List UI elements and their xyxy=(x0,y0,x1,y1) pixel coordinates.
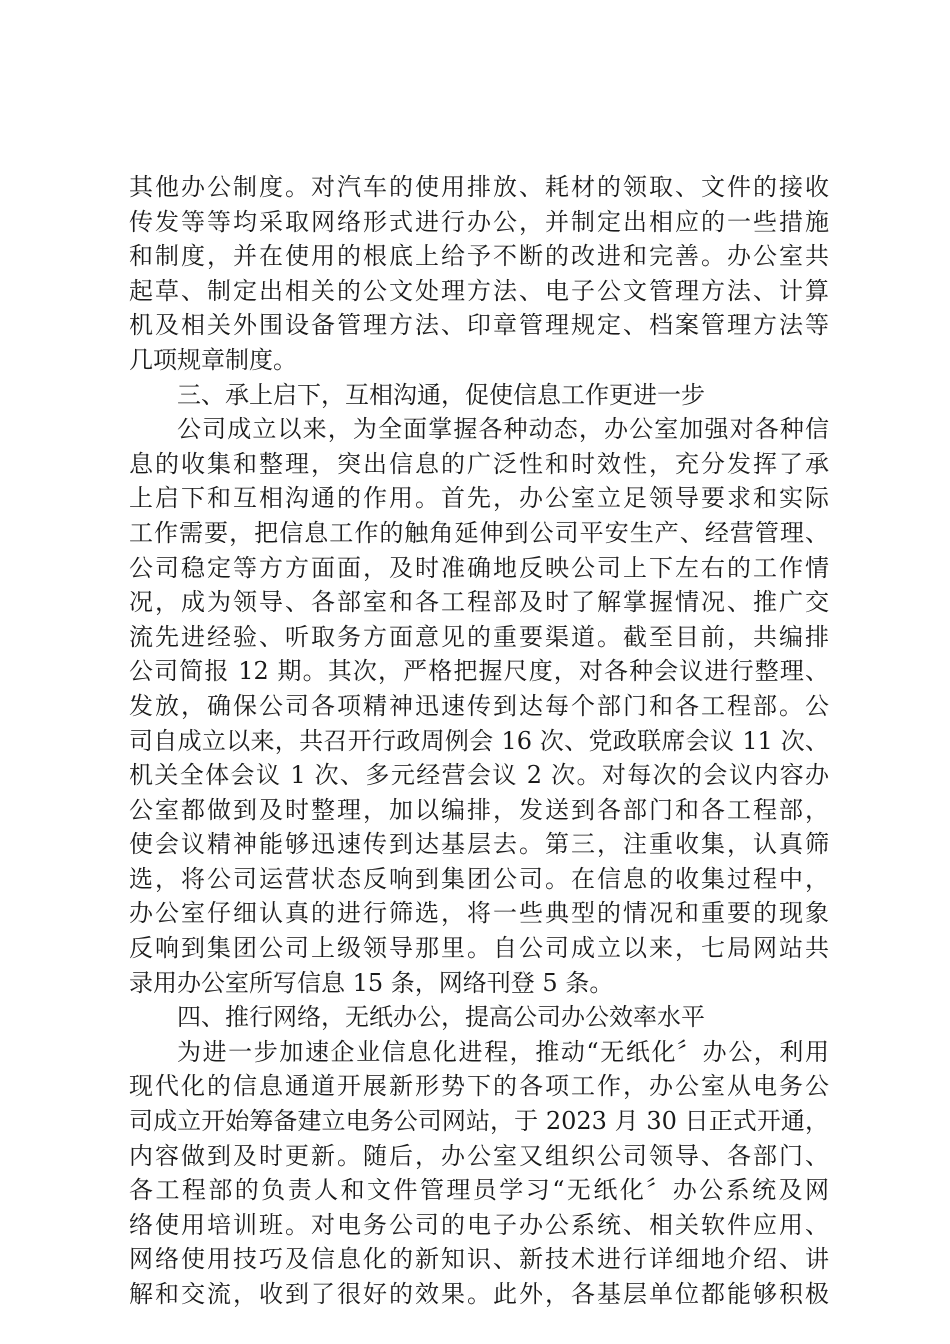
text-line: 公司稳定等方方面面，及时准确地反映公司上下左右的工作情 xyxy=(129,553,829,582)
text-line: 流先进经验、听取务方面意见的重要渠道。截至目前，共编排 xyxy=(129,622,829,651)
text-line: 司成立开始筹备建立电务公司网站，于 2023 月 30 日正式开通， xyxy=(129,1107,829,1136)
text-line: 上启下和互相沟通的作用。首先，办公室立足领导要求和实际 xyxy=(129,484,829,513)
text-line: 录用办公室所写信息 15 条，网络刊登 5 条。 xyxy=(129,968,614,997)
text-line: 发放，确保公司各项精神迅速传到达每个部门和各工程部。公 xyxy=(129,691,829,720)
document-body xyxy=(129,170,829,1312)
text-line: 机关全体会议 1 次、多元经营会议 2 次。对每次的会议内容办 xyxy=(129,761,829,790)
text-line: 使会议精神能够迅速传到达基层去。第三，注重收集，认真筛 xyxy=(129,830,829,859)
text-line: 起草、制定出相关的公文处理方法、电子公文管理方法、计算 xyxy=(129,276,829,305)
text-line: 司自成立以来，共召开行政周例会 16 次、党政联席会议 11 次、 xyxy=(129,726,829,755)
paragraph-first-line: 三、承上启下，互相沟通，促使信息工作更进一步 xyxy=(177,380,705,409)
text-line: 公司简报 12 期。其次，严格把握尺度，对各种会议进行整理、 xyxy=(129,657,829,686)
text-line: 其他办公制度。对汽车的使用排放、耗材的领取、文件的接收 xyxy=(129,173,829,201)
text-line: 解和交流，收到了很好的效果。此外，各基层单位都能够积极 xyxy=(129,1280,829,1308)
text-line: 公室都做到及时整理，加以编排，发送到各部门和各工程部， xyxy=(129,795,829,824)
text-line: 息的收集和整理，突出信息的广泛性和时效性，充分发挥了承 xyxy=(129,449,829,478)
text-line: 络使用培训班。对电务公司的电子办公系统、相关软件应用、 xyxy=(129,1210,829,1239)
text-line: 各工程部的负责人和文件管理员学习“无纸化〞办公系统及网 xyxy=(129,1176,829,1205)
text-line: 内容做到及时更新。随后，办公室又组织公司领导、各部门、 xyxy=(129,1141,829,1170)
text-line: 现代化的信息通道开展新形势下的各项工作，办公室从电务公 xyxy=(129,1072,829,1101)
text-line: 办公室仔细认真的进行筛选，将一些典型的情况和重要的现象 xyxy=(129,899,829,928)
text-line: 况，成为领导、各部室和各工程部及时了解掌握情况、推广交 xyxy=(129,588,829,617)
text-line: 几项规章制度。 xyxy=(129,345,297,374)
text-line: 工作需要，把信息工作的触角延伸到公司平安生产、经营管理、 xyxy=(129,518,829,547)
text-line: 机及相关外围设备管理方法、印章管理规定、档案管理方法等 xyxy=(129,311,829,340)
text-line: 传发等等均采取网络形式进行办公，并制定出相应的一些措施 xyxy=(129,207,829,236)
paragraph-first-line: 四、推行网络，无纸办公，提高公司办公效率水平 xyxy=(177,1003,705,1032)
text-line: 选，将公司运营状态反响到集团公司。在信息的收集过程中， xyxy=(129,864,829,893)
text-line: 反响到集团公司上级领导那里。自公司成立以来，七局网站共 xyxy=(129,934,829,963)
text-line: 网络使用技巧及信息化的新知识、新技术进行详细地介绍、讲 xyxy=(129,1245,829,1274)
paragraph-first-line: 为进一步加速企业信息化进程，推动“无纸化〞办公，利用 xyxy=(177,1037,829,1066)
text-line: 和制度，并在使用的根底上给予不断的改进和完善。办公室共 xyxy=(129,242,829,271)
paragraph-first-line: 公司成立以来，为全面掌握各种动态，办公室加强对各种信 xyxy=(177,415,829,444)
